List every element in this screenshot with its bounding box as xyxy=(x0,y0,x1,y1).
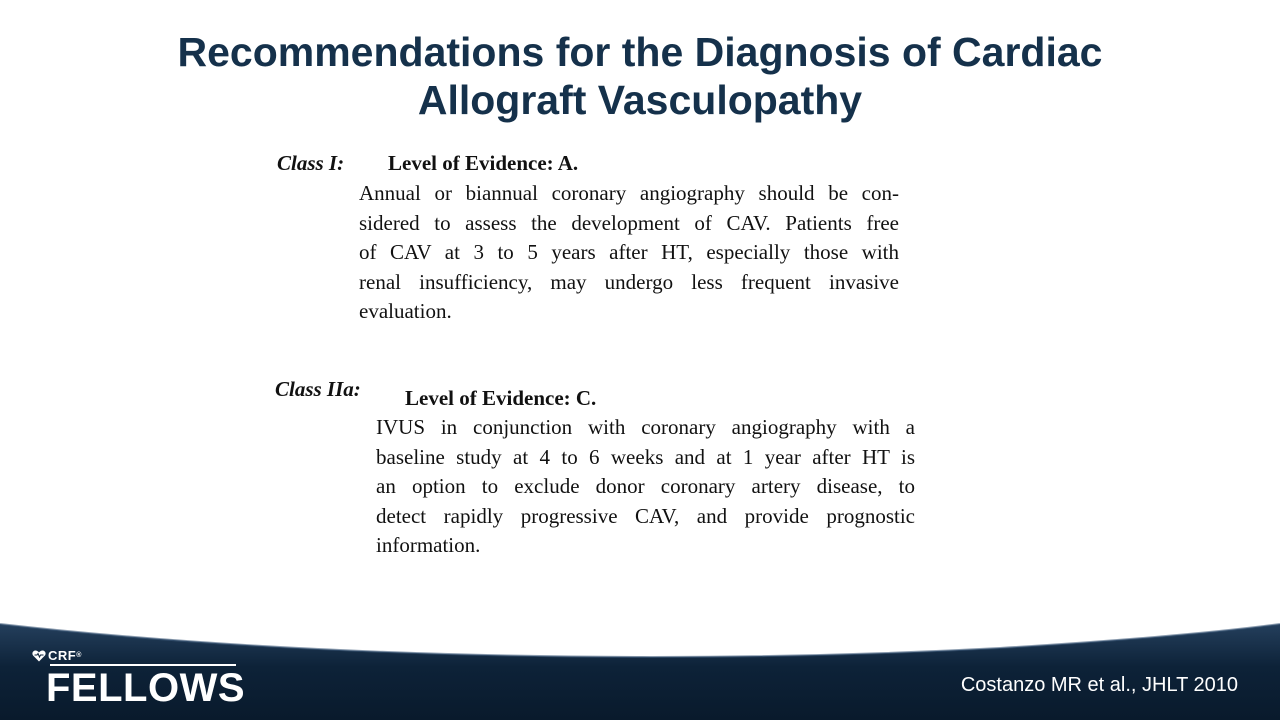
fellows-logo-text: FELLOWS xyxy=(46,666,246,710)
crf-logo xyxy=(32,648,82,663)
class-i-level-of-evidence: Level of Evidence: A. xyxy=(388,151,579,175)
class-iia-recommendation-text xyxy=(376,413,915,561)
text-line: renal insufficiency, may undergo less frequent invasive xyxy=(359,269,899,294)
text-line: information. xyxy=(376,533,481,558)
text-line: detect rapidly progressive CAV, and provide prognostic xyxy=(376,503,915,528)
text-line: IVUS in conjunction with coronary angiography with a xyxy=(376,415,915,439)
text-line: evaluation. xyxy=(359,299,452,324)
text-line: Annual or biannual coronary angiography should be con- xyxy=(359,181,899,205)
slide-title-line-1: Recommendations for the Diagnosis of Cardiac xyxy=(177,29,1103,75)
text-line: sidered to assess the development of CAV. Patients free xyxy=(359,210,899,235)
class-i-label: Class I: xyxy=(277,151,345,175)
class-i-recommendation-text xyxy=(359,179,899,327)
text-line: an option to exclude donor coronary artery disease, to xyxy=(376,474,915,499)
class-iia-level-of-evidence: Level of Evidence: C. xyxy=(405,386,597,410)
slide-title xyxy=(0,28,1280,124)
heart-icon xyxy=(32,650,46,662)
trademark-mark: ® xyxy=(76,652,82,659)
class-iia-label: Class IIa: xyxy=(275,377,361,401)
crf-logo-text: CRF xyxy=(48,648,77,663)
citation: Costanzo MR et al., JHLT 2010 xyxy=(960,674,1238,696)
slide-title-line-2: Allograft Vasculopathy xyxy=(417,77,863,123)
text-line: baseline study at 4 to 6 weeks and at 1 year after HT is xyxy=(376,444,915,469)
text-line: of CAV at 3 to 5 years after HT, especially those with xyxy=(359,240,899,265)
